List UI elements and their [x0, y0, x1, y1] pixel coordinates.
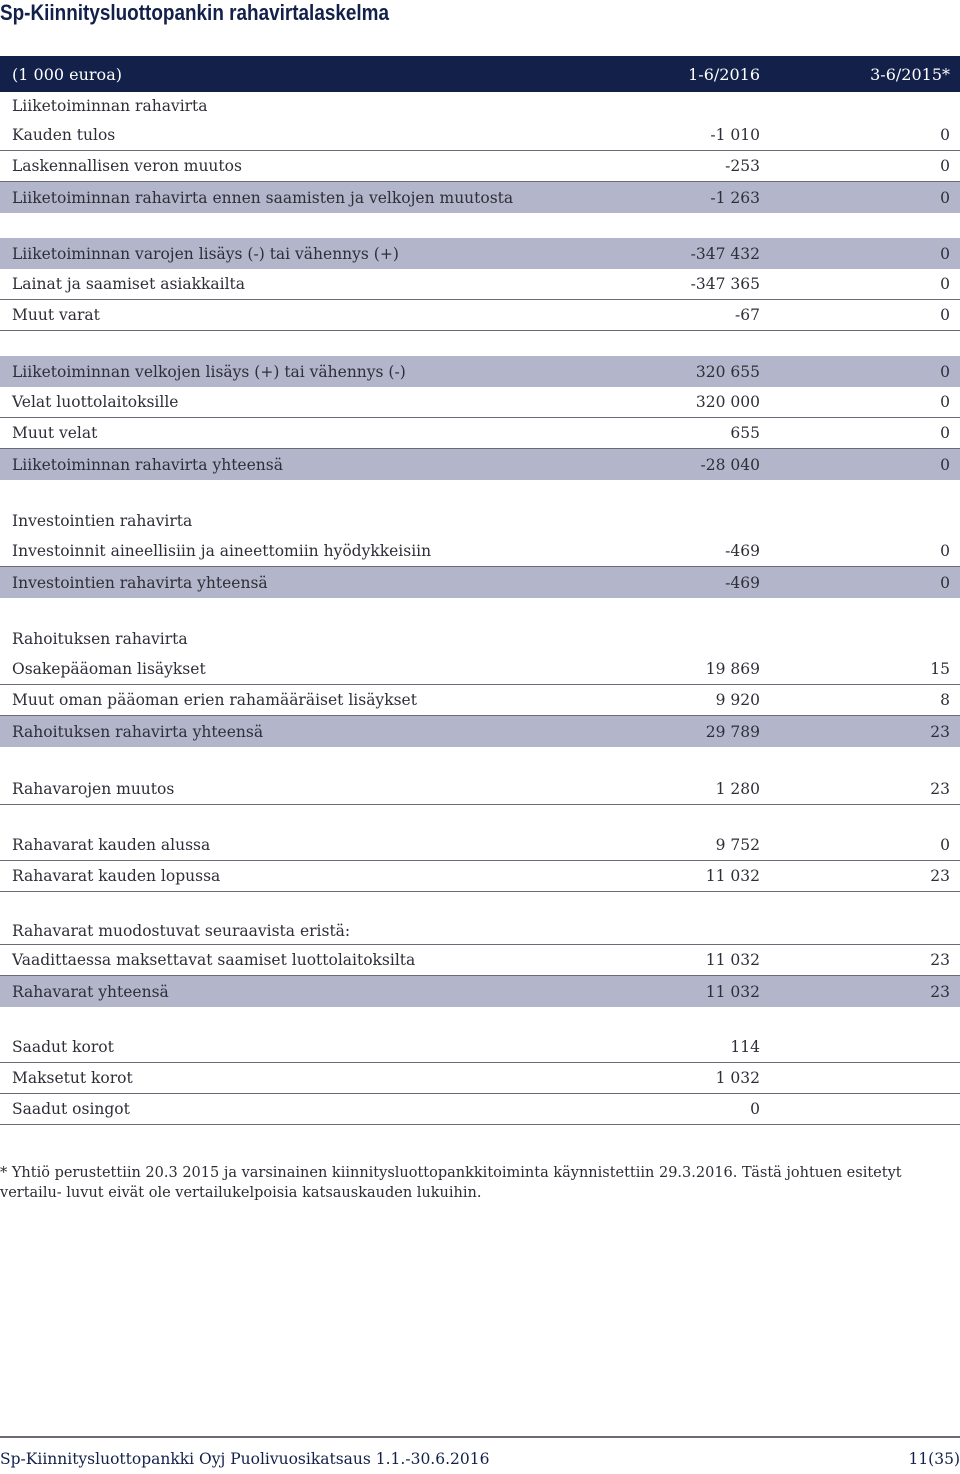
header-unit-label: (1 000 euroa) — [12, 64, 122, 84]
table-row: Kauden tulos -1 010 0 — [0, 120, 960, 151]
table-row-total: Investointien rahavirta yhteensä -469 0 — [0, 567, 960, 598]
footer-divider — [0, 1436, 960, 1438]
spacer — [0, 213, 960, 238]
table-row: Investoinnit aineellisiin ja aineettomiin hyödykkeisiin -469 0 — [0, 536, 960, 567]
table-row: Rahavarat kauden lopussa 11 032 23 — [0, 861, 960, 892]
table-row-total: Rahoituksen rahavirta yhteensä 29 789 23 — [0, 716, 960, 747]
spacer — [0, 480, 960, 505]
table-row: Muut velat 655 0 — [0, 418, 960, 449]
section-title-operating: Liiketoiminnan rahavirta — [12, 97, 208, 115]
table-header — [0, 56, 960, 92]
spacer — [0, 892, 960, 917]
section-title-financing: Rahoituksen rahavirta — [12, 629, 188, 648]
table-row: Vaadittaessa maksettavat saamiset luottolaitoksilta 11 032 23 — [0, 945, 960, 976]
table-row-subtotal: Liiketoiminnan velkojen lisäys (+) tai vähennys (-) 320 655 0 — [0, 356, 960, 387]
spacer — [0, 331, 960, 356]
table-row: Osakepääoman lisäykset 19 869 15 — [0, 654, 960, 685]
page-footer — [0, 1450, 960, 1472]
header-col-2016: 1-6/2016 — [688, 64, 760, 84]
table-row-cash-change: Rahavarojen muutos 1 280 23 — [0, 774, 960, 805]
page-title: Sp-Kiinnitysluottopankin rahavirtalaskelma — [0, 0, 390, 25]
table-row: Lainat ja saamiset asiakkailta -347 365 0 — [0, 269, 960, 300]
page-number: 11(35) — [908, 1450, 960, 1468]
table-row: Velat luottolaitoksille 320 000 0 — [0, 387, 960, 418]
table-row-total: Rahavarat yhteensä 11 032 23 — [0, 976, 960, 1007]
table-row: Maksetut korot 1 032 — [0, 1063, 960, 1094]
spacer — [0, 598, 960, 623]
table-row: Muut varat -67 0 — [0, 300, 960, 331]
spacer — [0, 805, 960, 830]
footer-document-title: Sp-Kiinnitysluottopankki Oyj Puolivuosikatsaus 1.1.-30.6.2016 — [0, 1450, 490, 1468]
table-row: Saadut osingot 0 — [0, 1094, 960, 1125]
section-title-composition: Rahavarat muodostuvat seuraavista eristä: — [0, 917, 960, 945]
header-col-2015: 3-6/2015* — [870, 64, 950, 84]
footnote: * Yhtiö perustettiin 20.3 2015 ja varsinainen kiinnitysluottopankkitoiminta käynnistettiin 29.3.2016. Tästä johtuen esitetyt vertailu- luvut eivät ole vertailukelpoisia katsauskauden lukuihin. — [0, 1165, 902, 1201]
table-row: Rahavarat kauden alussa 9 752 0 — [0, 830, 960, 861]
cash-flow-table — [0, 56, 960, 1125]
table-row-subtotal: Liiketoiminnan varojen lisäys (-) tai vähennys (+) -347 432 0 — [0, 238, 960, 269]
table-row-subtotal: Liiketoiminnan rahavirta ennen saamisten ja velkojen muutosta -1 263 0 — [0, 182, 960, 213]
spacer — [0, 1007, 960, 1032]
section-title-investing: Investointien rahavirta — [12, 511, 193, 530]
table-row: Muut oman pääoman erien rahamääräiset lisäykset 9 920 8 — [0, 685, 960, 716]
spacer — [0, 747, 960, 774]
table-row: Saadut korot 114 — [0, 1032, 960, 1063]
table-row: Laskennallisen veron muutos -253 0 — [0, 151, 960, 182]
table-row-total: Liiketoiminnan rahavirta yhteensä -28 040 0 — [0, 449, 960, 480]
